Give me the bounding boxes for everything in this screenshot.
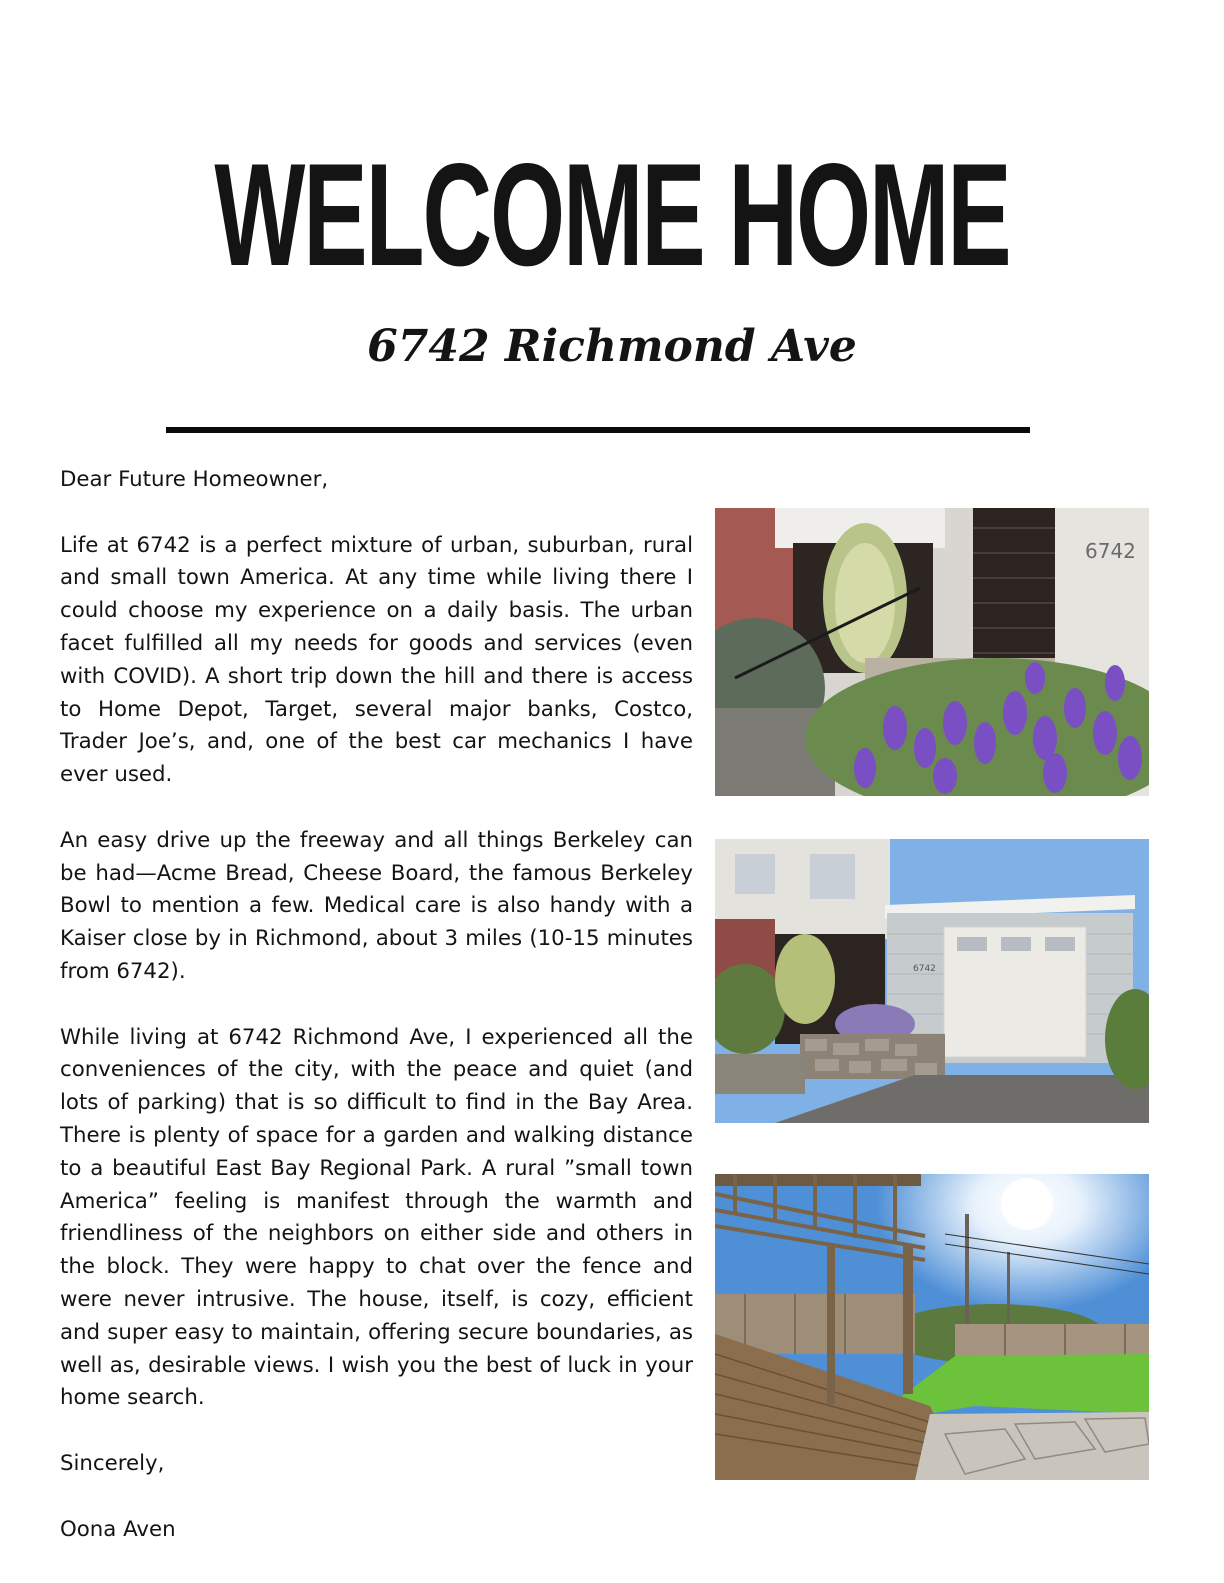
garage-photo [715,839,1149,1123]
backyard-photo [715,1174,1149,1480]
address-heading: 6742 Richmond Ave [367,321,857,372]
front-entry-photo [715,508,1149,796]
closing: Sincerely, [60,1450,165,1476]
page-title: WELCOME HOME [214,133,1010,296]
paragraph-3: While living at 6742 Richmond Ave, I experienced all the conveniences of the city, with the peace and quiet (and lots of parking) that is so difficult to find in the Bay Area. There is plenty of space for a garden and walking distance to a beautiful East Bay Regional Park. A rural ”small town America” feeling is manifest through the warmth and friendliness of the neighbors on either side and others in the block. They were happy to chat over the fence and were never intrusive. The house, itself, is cozy, efficient and super easy to maintain, offering secure boundaries, as well as, desirable views. I wish you the best of luck in your home search. [60,1024,693,1411]
signature: Oona Aven [60,1516,176,1542]
garage-house-number-text: 6742 [913,964,936,974]
house-number-text: 6742 [1085,539,1136,563]
paragraph-1: Life at 6742 is a perfect mixture of urban, suburban, rural and small town America. At any time while living there I could choose my experience on a daily basis. The urban facet fulfilled all my needs for goods and services (even with COVID). A short trip down the hill and there is access to Home Depot, Target, several major banks, Costco, Trader Joe’s, and, one of the best car mechanics I have ever used. [60,532,693,788]
letter-body [60,464,693,1546]
salutation: Dear Future Homeowner, [60,467,329,492]
title-divider [166,427,1030,433]
paragraph-2: An easy drive up the freeway and all things Berkeley can be had—Acme Bread, Cheese Board, the famous Berkeley Bowl to mention a few. Medical care is also handy with a Kaiser close by in Richmond, about 3 miles (10-15 minutes from 6742). [60,827,693,984]
